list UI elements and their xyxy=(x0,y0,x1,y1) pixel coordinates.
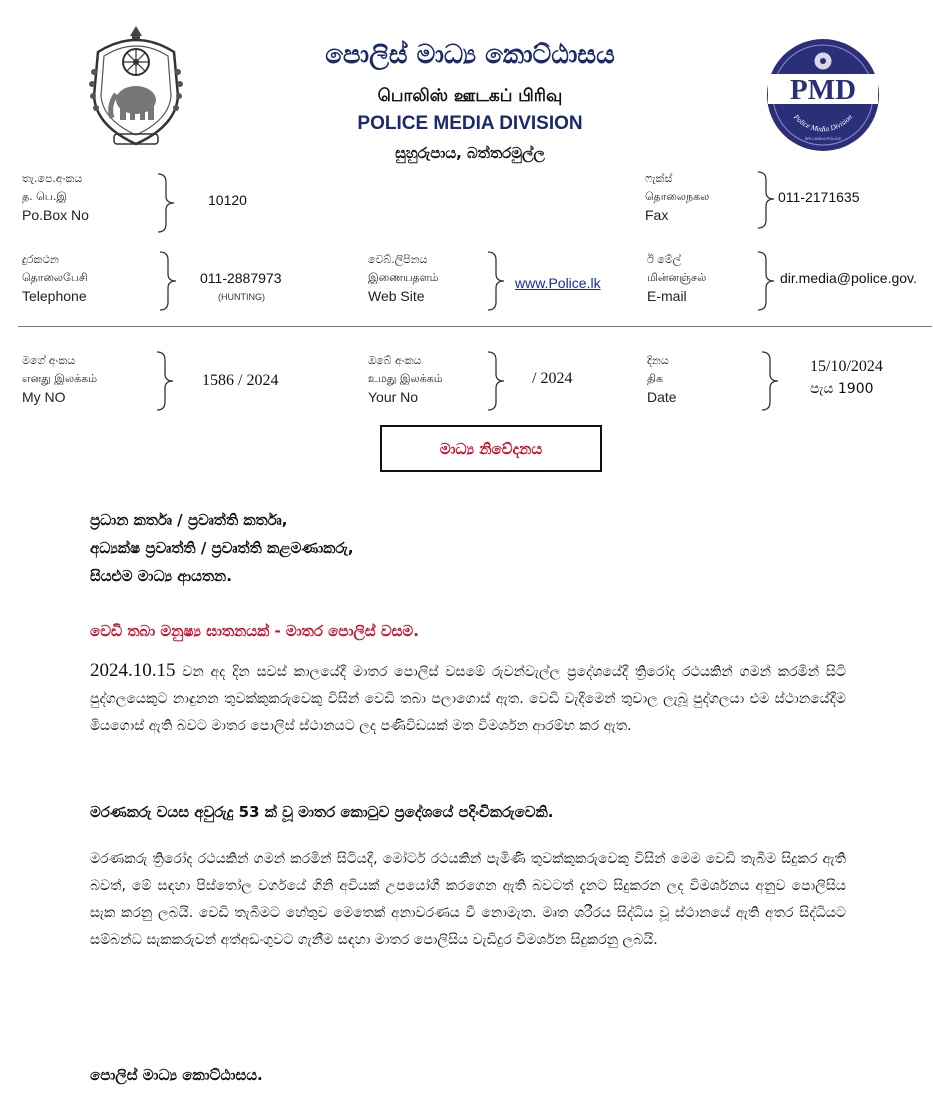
signoff: පොලිස් මාධ්‍ය කොට්ඨාසය. xyxy=(90,1066,263,1084)
your-no-brace xyxy=(486,350,512,412)
my-no-brace xyxy=(155,350,181,412)
division-title-english: POLICE MEDIA DIVISION xyxy=(357,113,583,134)
date-time: පැය 1900 xyxy=(810,381,874,397)
division-title-tamil: பொலிஸ் ஊடகப் பிரிவு xyxy=(377,86,563,106)
your-no-label-ta: உமது இலக்கம் xyxy=(368,372,443,385)
my-no-labels xyxy=(22,352,97,406)
recipient-line-2: අධ්‍යක්ෂ ප්‍රවෘත්ති / ප්‍රවෘත්ති කළමණාකරු, xyxy=(90,539,354,557)
fax-label-ta: தொலைநகல xyxy=(645,190,710,203)
telephone-hunting-note: (HUNTING) xyxy=(218,292,265,302)
media-notice-title: මාධ්‍ය නිවේදනය xyxy=(380,425,602,472)
division-address: සුහුරුපාය, බත්තරමුල්ල xyxy=(395,144,545,162)
pobox-label-si: තැ.පෙ.අංකය xyxy=(22,172,83,185)
date-labels xyxy=(647,352,677,406)
my-no-label-si: මගේ අංකය xyxy=(22,354,76,367)
telephone-label-ta: தொலைபேசி xyxy=(22,271,88,284)
date-label-en: Date xyxy=(647,389,677,405)
division-title-sinhala: පොලිස් මාධ්‍ය කොට්ඨාසය xyxy=(325,40,615,70)
my-no-value: 1586 / 2024 xyxy=(202,372,279,389)
date-label-si: දිනය xyxy=(647,354,669,367)
your-no-labels xyxy=(368,352,443,406)
pobox-label-ta: த. பெ.இ xyxy=(22,190,68,203)
telephone-label-en: Telephone xyxy=(22,288,87,304)
date-brace xyxy=(760,350,786,412)
your-no-label-en: Your No xyxy=(368,389,419,405)
police-crest-logo xyxy=(84,22,188,150)
incident-date: 2024.10.15 xyxy=(90,660,176,681)
telephone-label-si: දුරකථන xyxy=(22,253,59,266)
pobox-labels xyxy=(22,170,89,224)
date-label-ta: திக xyxy=(647,372,664,385)
pmd-logo-text: PMD xyxy=(789,74,857,106)
fax-label-en: Fax xyxy=(645,207,669,223)
your-no-value: / 2024 xyxy=(532,370,573,387)
header-divider xyxy=(18,326,932,327)
pobox-value: 10120 xyxy=(208,192,247,208)
pmd-logo xyxy=(764,36,882,154)
pobox-brace xyxy=(156,172,182,234)
email-value: dir.media@police.gov. xyxy=(780,270,917,286)
date-value: 15/10/2024 xyxy=(810,358,883,375)
email-label-ta: மின்னஞ்சல் xyxy=(647,271,707,284)
email-labels xyxy=(647,251,706,305)
website-label-si: වෙබ්.ලිපිනය xyxy=(368,253,428,266)
website-labels xyxy=(368,251,438,305)
my-no-label-en: My NO xyxy=(22,389,66,405)
news-headline: වෙඩි තබා මනුෂ්‍ය ඝාතනයක් - මාතර පොලිස් වසම. xyxy=(90,622,419,640)
your-no-label-si: ඔබේ අංකය xyxy=(368,354,422,367)
pmd-sub-text: SRI LANKA POLICE xyxy=(804,136,842,141)
fax-label-si: ෆැක්ස් xyxy=(645,172,673,185)
email-label-en: E-mail xyxy=(647,288,687,304)
recipient-line-1: ප්‍රධාන කර්තෘ / ප්‍රවෘත්ති කර්තෘ, xyxy=(90,511,288,529)
fax-labels xyxy=(645,170,709,224)
website-label-en: Web Site xyxy=(368,288,425,304)
fax-value: 011-2171635 xyxy=(778,189,860,205)
paragraph-2: මරණකරු ත්‍රිරෝද රථයකින් ගමන් කරමින් සිටියදී, මෝටර් රථයකින් පැමිණි තුවක්කුකරුවෙකු විසින් මෙම වෙඩි තැබීම සිදුකර ඇති බවත්, මේ සඳහා පිස්තෝල වර්ගයේ ගිනි අවියක් උපයෝගී කරගෙන ඇති බවටත් දැනට සිදුකරන ලද විමර්ශනය අනුව පොලිසිය සැක කරනු ලබයි. වෙඩි තැබීමට හේතුව මෙතෙක් අනාවරණය වී නොමැත. මෘත ශරීරය සිද්ධිය වූ ස්ථානයේ ඇති අතර සිද්ධියට සම්බන්ධ සැකකරුවන් අත්අඩංගුවට ගැනීම සඳහා මාතර පොලිසිය වැඩිදුර විමර්ශන සිදුකරනු ලබයි. xyxy=(90,851,846,948)
telephone-value: 011-2887973 xyxy=(200,270,282,286)
telephone-brace xyxy=(158,250,184,312)
pobox-label-en: Po.Box No xyxy=(22,207,89,223)
email-brace xyxy=(756,250,782,312)
email-label-si: ඊ මේල් xyxy=(647,253,682,266)
website-brace xyxy=(486,250,512,312)
paragraph-1 xyxy=(90,657,846,740)
recipient-line-3: සියළුම මාධ්‍ය ආයතන. xyxy=(90,567,232,585)
paragraph-1-text: වන අද දින සවස් කාලයේදී මාතර පොලිස් වසමේ රුවන්වැල්ල ප්‍රදේශයේදී ත්‍රිරෝද රථයකින් ගමන් කරමින් සිටි පුද්ගලයෙකුට නාඳුනන තුවක්කුකරුවෙකු විසින් වෙඩි තබා පලාගොස් ඇත. වෙඩි වැදීමෙන් තුවාල ලැබූ පුද්ගලයා එම ස්ථානයේදීම මියගොස් ඇති බවට මාතර පොලිස් ස්ථානයට ලද පණිවිඩයක් මත විමර්ශන ආරම්භ කර ඇත. xyxy=(90,664,846,734)
my-no-label-ta: எனது இலக்கம் xyxy=(22,372,98,385)
victim-details: මරණකරු වයස අවුරුදු 53 ක් වූ මාතර කොටුව ප්‍රදේශයේ පදිංචිකරුවෙකි. xyxy=(90,803,554,821)
pmd-ring-text: Police Media Division xyxy=(791,112,855,134)
website-link[interactable]: www.Police.lk xyxy=(515,275,601,291)
telephone-labels xyxy=(22,251,88,305)
website-label-ta: இணையதளம் xyxy=(368,271,439,284)
